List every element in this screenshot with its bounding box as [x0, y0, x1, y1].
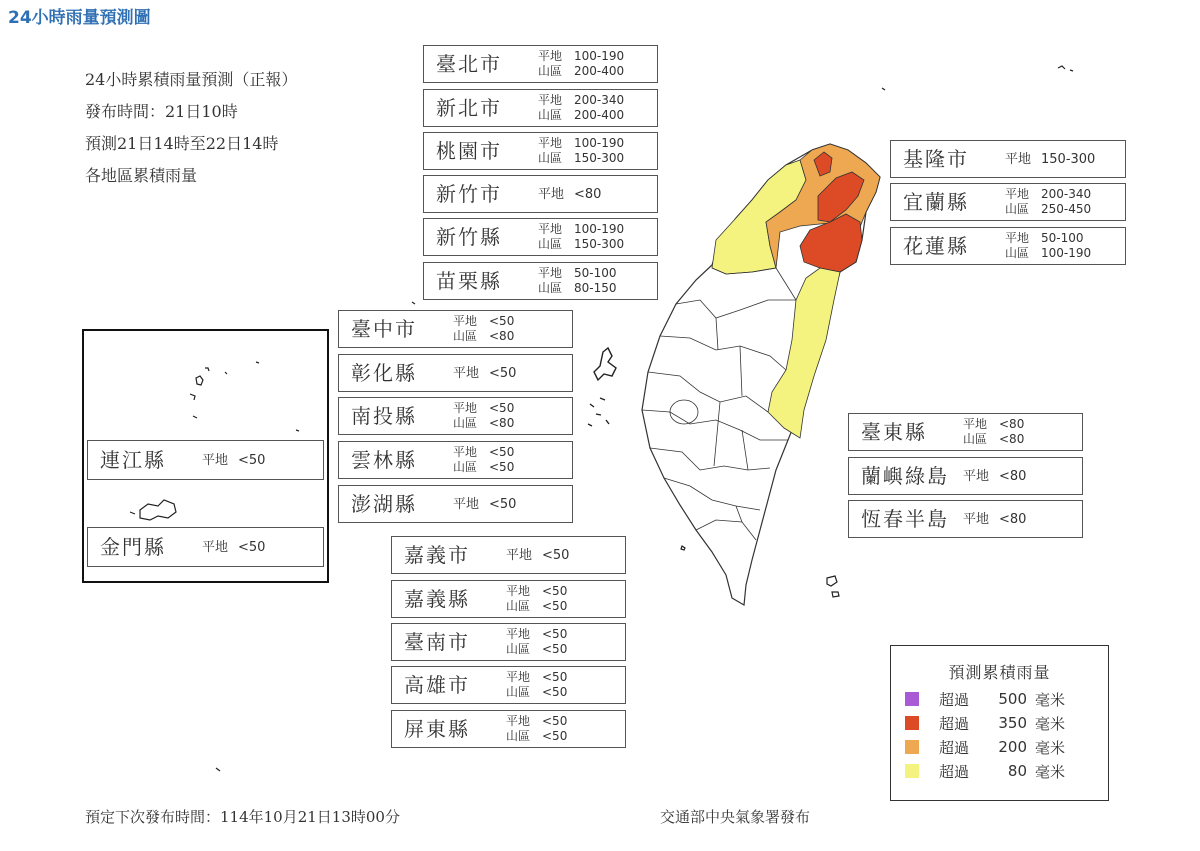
- region-values: [538, 90, 624, 126]
- row-value: <50: [542, 685, 568, 699]
- row-label: 山區: [1005, 246, 1030, 260]
- row-label: 平地: [506, 627, 531, 641]
- row-value: 50-100: [574, 266, 617, 280]
- region-box-nantou-county: [338, 397, 573, 435]
- row-label: 平地: [963, 511, 990, 527]
- row-value: 100-190: [1041, 246, 1092, 260]
- row-label: 平地: [538, 222, 563, 236]
- row-label: 平地: [453, 365, 480, 381]
- legend-swatch: [905, 716, 919, 730]
- row-value: <80: [999, 417, 1025, 431]
- region-values: [538, 219, 624, 255]
- region-box-taichung-city: [338, 310, 573, 348]
- row-value: 150-300: [1041, 151, 1096, 167]
- region-name: 彰化縣: [351, 361, 417, 385]
- row-label: 平地: [1005, 231, 1030, 245]
- row-value: <80: [999, 511, 1027, 527]
- row-label: 山區: [453, 329, 478, 343]
- region-values: [963, 501, 1026, 537]
- region-box-lienchiang-county: [87, 440, 324, 480]
- legend-item-over-80: [905, 761, 1065, 781]
- region-box-penghu-county: [338, 485, 573, 523]
- row-value: <50: [489, 401, 515, 415]
- region-box-taitung-county: [848, 413, 1083, 451]
- region-name: 屏東縣: [404, 717, 470, 741]
- region-values: [1005, 141, 1095, 177]
- row-value: <50: [542, 599, 568, 613]
- region-values: [538, 263, 617, 299]
- region-values: [1005, 184, 1091, 220]
- row-value: <50: [489, 496, 517, 512]
- region-rainfall-label: 各地區累積雨量: [85, 166, 198, 185]
- region-values: [453, 355, 516, 391]
- region-name: 澎湖縣: [351, 492, 417, 516]
- legend-unit: 毫米: [1035, 714, 1066, 733]
- row-label: 平地: [1005, 187, 1030, 201]
- row-label: 平地: [453, 314, 478, 328]
- region-name: 連江縣: [100, 448, 166, 472]
- page-title: 24小時雨量預測圖: [8, 8, 151, 28]
- row-label: 平地: [963, 468, 990, 484]
- row-value: <80: [489, 416, 515, 430]
- row-value: <50: [542, 642, 568, 656]
- row-value: 100-190: [574, 49, 625, 63]
- region-name: 蘭嶼綠島: [861, 464, 949, 488]
- region-box-kinmen-county: [87, 527, 324, 567]
- legend-unit: 毫米: [1035, 738, 1066, 757]
- row-value: 150-300: [574, 151, 625, 165]
- region-name: 苗栗縣: [436, 269, 502, 293]
- region-name: 基隆市: [903, 147, 969, 171]
- region-name: 南投縣: [351, 404, 417, 428]
- legend-swatch: [905, 764, 919, 778]
- row-label: 山區: [506, 599, 531, 613]
- row-label: 山區: [453, 416, 478, 430]
- row-value: <50: [542, 627, 568, 641]
- row-label: 山區: [538, 64, 563, 78]
- row-label: 平地: [453, 401, 478, 415]
- region-values: [453, 398, 514, 434]
- row-label: 山區: [506, 729, 531, 743]
- row-label: 平地: [1005, 151, 1032, 167]
- row-value: <50: [489, 365, 517, 381]
- legend-item-over-200: [905, 737, 1065, 757]
- row-label: 山區: [538, 108, 563, 122]
- row-label: 平地: [202, 539, 229, 555]
- region-values: [963, 414, 1024, 450]
- region-values: [506, 624, 567, 660]
- row-value: <80: [574, 186, 602, 202]
- row-value: <50: [542, 714, 568, 728]
- row-label: 山區: [538, 237, 563, 251]
- legend-unit: 毫米: [1035, 762, 1066, 781]
- row-value: <50: [542, 547, 570, 563]
- row-value: <80: [999, 468, 1027, 484]
- region-box-hengchun-peninsula: [848, 500, 1083, 538]
- row-label: 平地: [453, 445, 478, 459]
- row-label: 平地: [538, 93, 563, 107]
- row-label: 平地: [963, 417, 988, 431]
- region-name: 恆春半島: [861, 507, 949, 531]
- row-label: 平地: [506, 714, 531, 728]
- region-box-pingtung-county: [391, 710, 626, 748]
- row-label: 山區: [963, 432, 988, 446]
- region-name: 金門縣: [100, 535, 166, 559]
- region-values: [506, 711, 567, 747]
- region-values: [538, 176, 601, 212]
- legend-value: 500: [998, 690, 1027, 708]
- row-label: 山區: [506, 642, 531, 656]
- region-box-lanyu-ludao: [848, 457, 1083, 495]
- region-box-hsinchu-city: [423, 175, 658, 213]
- legend-prefix: 超過: [939, 738, 970, 757]
- region-box-changhua-county: [338, 354, 573, 392]
- row-label: 山區: [506, 685, 531, 699]
- row-value: 200-340: [574, 93, 625, 107]
- issuer-label: 交通部中央氣象署發布: [660, 808, 811, 826]
- region-box-hsinchu-county: [423, 218, 658, 256]
- region-values: [202, 441, 265, 479]
- region-box-hualien-county: [890, 227, 1126, 265]
- row-label: 平地: [506, 670, 531, 684]
- region-name: 宜蘭縣: [903, 190, 969, 214]
- row-label: 平地: [538, 266, 563, 280]
- row-label: 山區: [453, 460, 478, 474]
- region-name: 花蓮縣: [903, 234, 969, 258]
- row-value: <50: [489, 314, 515, 328]
- row-value: 200-400: [574, 64, 625, 78]
- row-label: 平地: [453, 496, 480, 512]
- penghu-islands: [588, 348, 616, 426]
- region-box-taipei-city: [423, 45, 658, 83]
- region-box-new-taipei-city: [423, 89, 658, 127]
- legend-prefix: 超過: [939, 690, 970, 709]
- row-value: <50: [489, 460, 515, 474]
- row-label: 山區: [538, 281, 563, 295]
- row-label: 平地: [538, 49, 563, 63]
- forecast-period: 預測21日14時至22日14時: [85, 134, 279, 153]
- row-value: 150-300: [574, 237, 625, 251]
- legend-item-over-500: [905, 689, 1065, 709]
- row-value: 200-400: [574, 108, 625, 122]
- legend-value: 350: [998, 714, 1027, 732]
- row-value: <50: [238, 539, 266, 555]
- region-box-chiayi-city: [391, 536, 626, 574]
- region-name: 嘉義市: [404, 543, 470, 567]
- region-name: 高雄市: [404, 673, 470, 697]
- region-box-yilan-county: [890, 183, 1126, 221]
- row-label: 山區: [538, 151, 563, 165]
- row-value: <50: [489, 445, 515, 459]
- legend-value: 80: [1007, 762, 1027, 780]
- row-label: 平地: [506, 584, 531, 598]
- region-values: [506, 537, 569, 573]
- row-value: <50: [542, 729, 568, 743]
- legend-swatch: [905, 692, 919, 706]
- region-box-yunlin-county: [338, 441, 573, 479]
- region-values: [538, 133, 624, 169]
- row-value: 50-100: [1041, 231, 1084, 245]
- region-values: [453, 442, 514, 478]
- row-label: 山區: [1005, 202, 1030, 216]
- region-values: [1005, 228, 1091, 264]
- legend-prefix: 超過: [939, 714, 970, 733]
- region-values: [453, 311, 514, 347]
- row-value: <80: [489, 329, 515, 343]
- issue-time: 發布時間：21日10時: [85, 102, 238, 121]
- row-value: 100-190: [574, 222, 625, 236]
- row-value: 100-190: [574, 136, 625, 150]
- region-values: [202, 528, 265, 566]
- row-value: 250-450: [1041, 202, 1092, 216]
- region-name: 臺中市: [351, 317, 417, 341]
- region-box-kaohsiung-city: [391, 666, 626, 704]
- legend-title: 預測累積雨量: [948, 663, 1051, 682]
- legend-value: 200: [998, 738, 1027, 756]
- region-name: 臺北市: [436, 52, 502, 76]
- region-box-taoyuan-city: [423, 132, 658, 170]
- region-name: 雲林縣: [351, 448, 417, 472]
- region-name: 新竹縣: [436, 225, 502, 249]
- region-box-miaoli-county: [423, 262, 658, 300]
- row-value: <50: [542, 584, 568, 598]
- region-name: 嘉義縣: [404, 587, 470, 611]
- region-name: 臺東縣: [861, 420, 927, 444]
- row-value: <50: [238, 452, 266, 468]
- row-value: 80-150: [574, 281, 617, 295]
- region-box-tainan-city: [391, 623, 626, 661]
- legend-prefix: 超過: [939, 762, 970, 781]
- region-name: 新北市: [436, 96, 502, 120]
- region-name: 新竹市: [436, 182, 502, 206]
- row-label: 平地: [202, 452, 229, 468]
- legend-item-over-350: [905, 713, 1065, 733]
- legend-swatch: [905, 740, 919, 754]
- row-value: <50: [542, 670, 568, 684]
- legend-unit: 毫米: [1035, 690, 1066, 709]
- row-label: 平地: [538, 186, 565, 202]
- row-value: 200-340: [1041, 187, 1092, 201]
- region-values: [506, 581, 567, 617]
- forecast-type: 24小時累積雨量預測（正報）: [85, 70, 298, 89]
- region-values: [506, 667, 567, 703]
- region-box-keelung-city: [890, 140, 1126, 178]
- region-name: 桃園市: [436, 139, 502, 163]
- region-values: [963, 458, 1026, 494]
- region-name: 臺南市: [404, 630, 470, 654]
- row-label: 平地: [538, 136, 563, 150]
- region-values: [453, 486, 516, 522]
- next-release-time: 預定下次發布時間：114年10月21日13時00分: [85, 808, 400, 826]
- region-box-chiayi-county: [391, 580, 626, 618]
- row-value: <80: [999, 432, 1025, 446]
- rainfall-legend: [890, 645, 1109, 801]
- row-label: 平地: [506, 547, 533, 563]
- region-values: [538, 46, 624, 82]
